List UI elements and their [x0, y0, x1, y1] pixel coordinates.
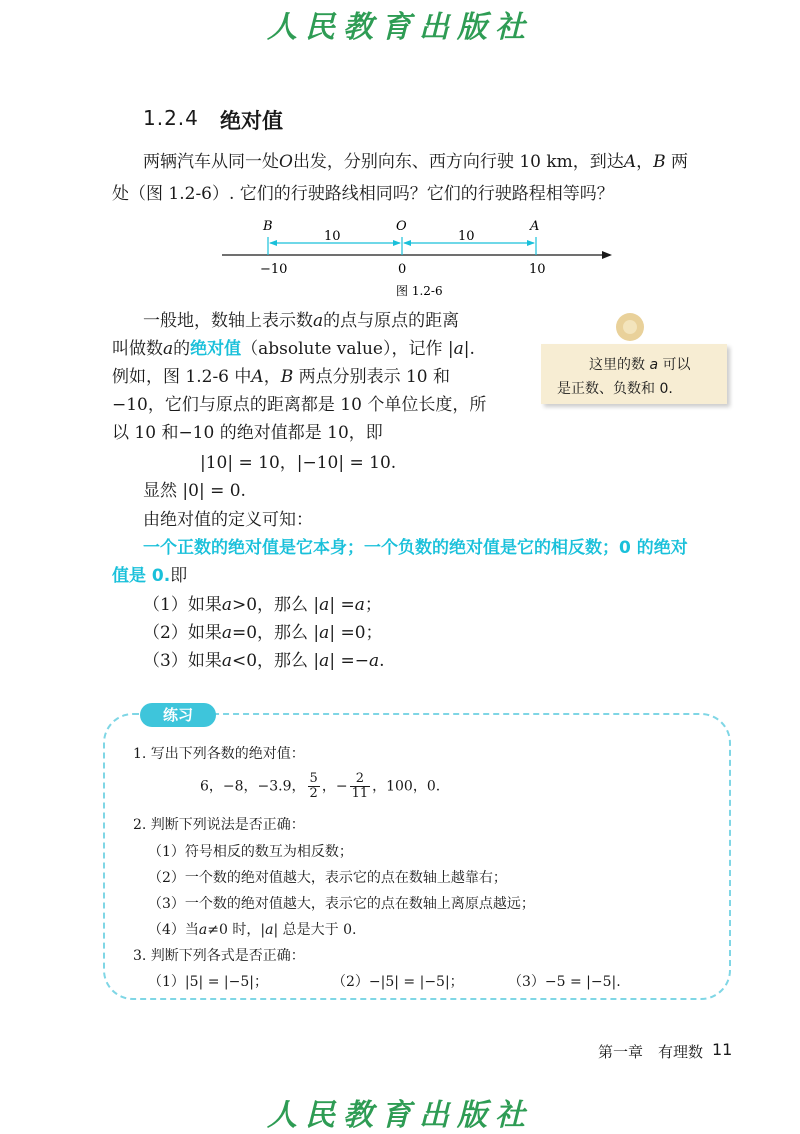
chapter-label: 第一章 有理数: [598, 1043, 704, 1061]
exercise-q3: 3. 判断下列各式是否正确：: [133, 948, 305, 964]
case-3: （3）如果a<0，那么 |a| =−a.: [143, 651, 385, 671]
term-absolute-value: 绝对值: [190, 339, 242, 359]
intro-line-1: 两辆汽车从同一处O出发，分别向东、西方向行驶 10 km，到达A，B 两: [143, 152, 688, 172]
exercise-q2-1: （1）符号相反的数互为相反数；: [148, 844, 353, 860]
tick-label-10: 10: [529, 262, 546, 277]
publisher-logo-header: 人民教育出版社: [267, 10, 533, 45]
side-note: [541, 344, 727, 404]
exercise-q2-3: （3）一个数的绝对值越大，表示它的点在数轴上离原点越远；: [148, 896, 535, 912]
section-title: 绝对值: [220, 109, 283, 133]
tick-label-neg10: −10: [260, 262, 288, 277]
note-line-1: 这里的数 a 可以: [589, 357, 691, 373]
number-line-figure: [220, 215, 620, 305]
exercise-q2-4: （4）当a≠0 时，|a| 总是大于 0.: [148, 922, 357, 938]
section-number: 1.2.4: [143, 106, 199, 130]
rule-line-2: 值是 0.即: [112, 566, 188, 586]
label-b: B: [263, 219, 273, 234]
segment-label-right: 10: [458, 229, 475, 244]
segment-label-left: 10: [324, 229, 341, 244]
exercise-q3-2: （2）−|5| = |−5|；: [332, 974, 464, 990]
body-line-1: 一般地，数轴上表示数a的点与原点的距离: [143, 311, 460, 331]
axis-arrow: [602, 251, 612, 259]
label-o: O: [396, 219, 407, 234]
body-line-2: 叫做数a的绝对值（absolute value），记作 |a|.: [112, 339, 475, 359]
exercise-q2: 2. 判断下列说法是否正确：: [133, 817, 305, 833]
equation-abs-0: 显然 |0| = 0.: [143, 481, 246, 501]
exercise-q1: 1. 写出下列各数的绝对值：: [133, 746, 305, 762]
page-number: 11: [712, 1040, 733, 1059]
publisher-logo-footer: 人民教育出版社: [267, 1098, 533, 1133]
fraction-2-11: $\frac{2}{11}$: [351, 771, 369, 801]
body-line-4: −10，它们与原点的距离都是 10 个单位长度，所: [112, 395, 487, 415]
label-a: A: [530, 219, 540, 234]
note-line-2: 是正数、负数和 0.: [557, 381, 673, 397]
exercise-q3-3: （3）−5 = |−5|.: [508, 974, 621, 990]
equation-abs-10: |10| = 10，|−10| = 10.: [200, 453, 397, 473]
exercise-q1-list: 6，−8，−3.9， $\frac{5}{2}$ ，− $\frac{2}{11}$ ，100，0.: [200, 771, 441, 801]
exercise-q3-1: （1）|5| = |−5|；: [148, 974, 268, 990]
rule-line-1: 一个正数的绝对值是它本身；一个负数的绝对值是它的相反数；0 的绝对: [143, 538, 688, 558]
intro-line-2: 处（图 1.2-6）. 它们的行驶路线相同吗？它们的行驶路程相等吗？: [112, 184, 614, 204]
case-2: （2）如果a=0，那么 |a| =0；: [143, 623, 383, 643]
body-line-3: 例如，图 1.2-6 中A，B 两点分别表示 10 和: [112, 367, 451, 387]
body-line-5: 以 10 和−10 的绝对值都是 10，即: [112, 423, 383, 443]
body-from-definition: 由绝对值的定义可知：: [143, 510, 313, 530]
case-1: （1）如果a>0，那么 |a| =a；: [143, 595, 382, 615]
tick-label-0: 0: [398, 262, 407, 277]
fraction-5-2: $\frac{5}{2}$: [309, 771, 318, 801]
exercise-q2-2: （2）一个数的绝对值越大，表示它的点在数轴上越靠右；: [148, 870, 507, 886]
exercise-label: 练习: [140, 703, 216, 727]
figure-caption: 图 1.2-6: [396, 284, 443, 298]
